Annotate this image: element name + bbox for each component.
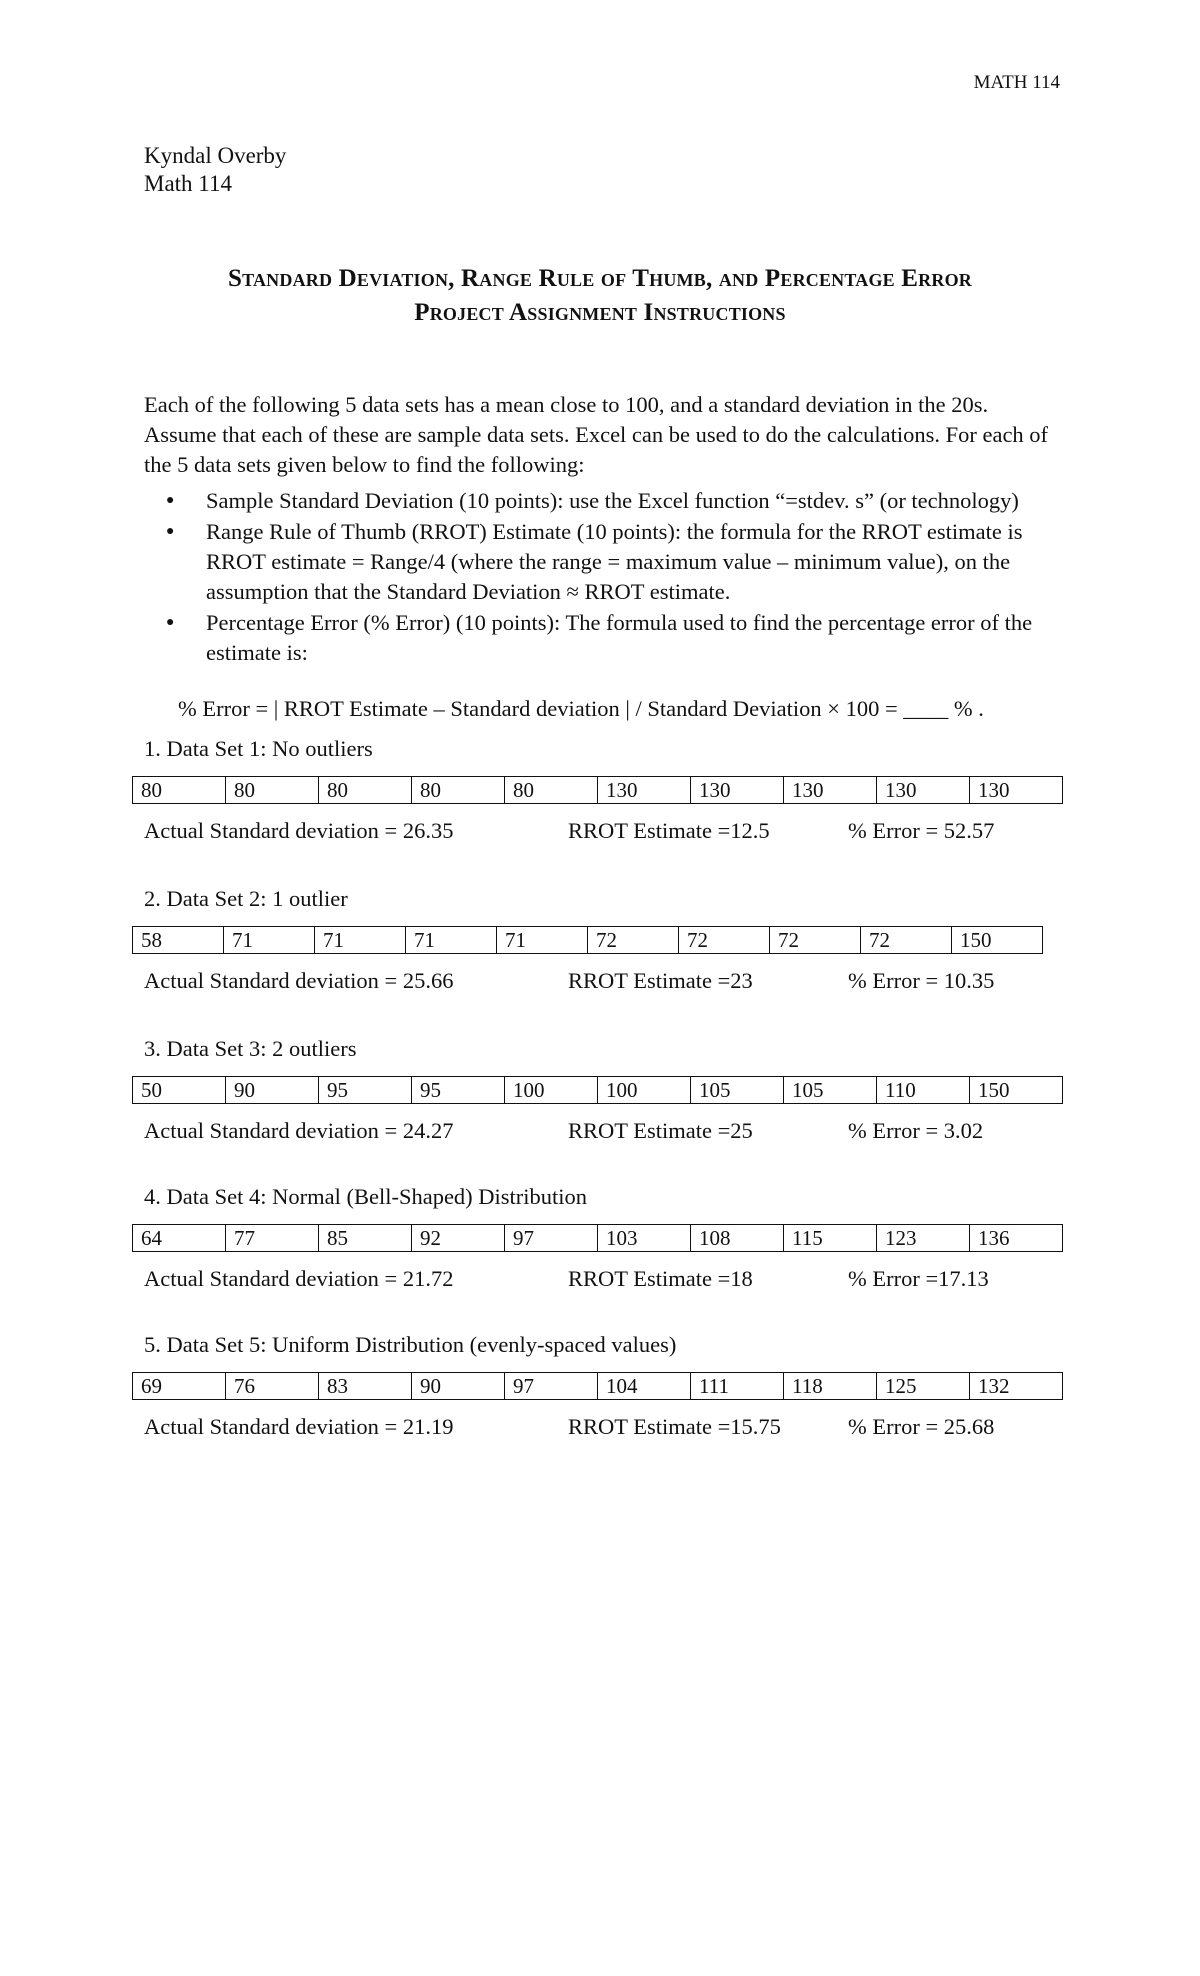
data-cell: 123	[877, 1225, 970, 1252]
data-cell: 83	[319, 1373, 412, 1400]
percent-error-result: % Error = 3.02	[848, 1118, 984, 1143]
results-line	[144, 1264, 1084, 1294]
data-cell: 71	[406, 927, 497, 954]
percent-error-result: % Error =17.13	[848, 1266, 989, 1291]
data-cell: 97	[505, 1225, 598, 1252]
data-set-title: 1. Data Set 1: No outliers	[144, 736, 373, 761]
data-cell: 95	[319, 1077, 412, 1104]
data-cell: 80	[412, 777, 505, 804]
percent-error-formula: % Error = | RROT Estimate – Standard deviation | / Standard Deviation × 100 = ____ % .	[178, 696, 984, 721]
data-cell: 130	[970, 777, 1063, 804]
data-cell: 150	[952, 927, 1043, 954]
data-cell: 58	[133, 927, 224, 954]
standard-deviation-result: Actual Standard deviation = 25.66	[144, 968, 454, 993]
rrot-estimate-result: RROT Estimate =12.5	[568, 818, 770, 843]
bullet-icon: ●	[166, 615, 175, 630]
data-cell: 76	[226, 1373, 319, 1400]
data-cell: 100	[598, 1077, 691, 1104]
data-cell: 72	[679, 927, 770, 954]
standard-deviation-result: Actual Standard deviation = 24.27	[144, 1118, 454, 1143]
percent-error-result: % Error = 25.68	[848, 1414, 995, 1439]
data-cell: 150	[970, 1077, 1063, 1104]
data-cell: 71	[224, 927, 315, 954]
data-cell: 118	[784, 1373, 877, 1400]
data-table	[132, 1076, 1063, 1104]
data-cell: 110	[877, 1077, 970, 1104]
rrot-estimate-result: RROT Estimate =15.75	[568, 1414, 781, 1439]
data-cell: 108	[691, 1225, 784, 1252]
data-set-title: 4. Data Set 4: Normal (Bell-Shaped) Distribution	[144, 1184, 588, 1209]
data-set-title: 3. Data Set 3: 2 outliers	[144, 1036, 357, 1061]
list-item-text: Range Rule of Thumb (RROT) Estimate (10 points): the formula for the RROT estimate is RROT estimate = Range/4 (where the range = maximum value – minimum value), on the assumption that the Standard Deviation ≈ RROT estimate.	[206, 519, 1023, 604]
data-set-2	[141, 884, 1084, 996]
data-cell: 80	[133, 777, 226, 804]
data-cell: 125	[877, 1373, 970, 1400]
data-set-1	[141, 734, 1084, 846]
data-cell: 103	[598, 1225, 691, 1252]
bullet-icon: ●	[166, 493, 175, 508]
data-table	[132, 1372, 1063, 1400]
list-item-text: Sample Standard Deviation (10 points): use the Excel function “=stdev. s” (or technology)	[206, 488, 1019, 513]
data-cell: 92	[412, 1225, 505, 1252]
author-name: Kyndal Overby	[144, 143, 287, 168]
data-cell: 69	[133, 1373, 226, 1400]
data-cell: 132	[970, 1373, 1063, 1400]
title-line-1: Standard Deviation, Range Rule of Thumb, and Percentage Error	[228, 265, 972, 292]
data-set-3	[141, 1034, 1084, 1146]
instruction-list	[144, 486, 1064, 669]
percent-error-result: % Error = 52.57	[848, 818, 995, 843]
results-line	[144, 1116, 1084, 1146]
data-cell: 111	[691, 1373, 784, 1400]
document-title	[100, 262, 1100, 330]
data-cell: 80	[319, 777, 412, 804]
data-cell: 130	[598, 777, 691, 804]
list-item-text: Percentage Error (% Error) (10 points): The formula used to find the percentage error of the estimate is:	[206, 610, 1033, 665]
standard-deviation-result: Actual Standard deviation = 21.19	[144, 1414, 454, 1439]
data-cell: 85	[319, 1225, 412, 1252]
data-cell: 71	[315, 927, 406, 954]
data-cell: 97	[505, 1373, 598, 1400]
rrot-estimate-result: RROT Estimate =25	[568, 1118, 753, 1143]
data-table	[132, 926, 1043, 954]
list-item	[144, 608, 1064, 668]
data-cell: 64	[133, 1225, 226, 1252]
rrot-estimate-result: RROT Estimate =23	[568, 968, 753, 993]
standard-deviation-result: Actual Standard deviation = 21.72	[144, 1266, 454, 1291]
results-line	[144, 1412, 1084, 1442]
data-cell: 104	[598, 1373, 691, 1400]
data-cell: 95	[412, 1077, 505, 1104]
data-cell: 100	[505, 1077, 598, 1104]
data-cell: 50	[133, 1077, 226, 1104]
data-cell: 71	[497, 927, 588, 954]
data-set-5	[141, 1330, 1084, 1442]
data-cell: 130	[877, 777, 970, 804]
rrot-estimate-result: RROT Estimate =18	[568, 1266, 753, 1291]
data-cell: 130	[691, 777, 784, 804]
author-course: Math 114	[144, 171, 232, 196]
data-table	[132, 776, 1063, 804]
results-line	[144, 966, 1084, 996]
intro-paragraph: Each of the following 5 data sets has a mean close to 100, and a standard deviation in the 20s. Assume that each of these are sample data sets. Excel can be used to do the calculations. For each of the 5 data sets given below to find the following:	[144, 392, 1049, 477]
running-header: MATH 114	[973, 72, 1060, 93]
data-cell: 105	[691, 1077, 784, 1104]
data-cell: 115	[784, 1225, 877, 1252]
data-cell: 72	[588, 927, 679, 954]
data-set-4	[141, 1182, 1084, 1294]
data-set-title: 2. Data Set 2: 1 outlier	[144, 886, 348, 911]
data-cell: 72	[861, 927, 952, 954]
title-line-2: Project Assignment Instructions	[414, 299, 786, 326]
data-cell: 136	[970, 1225, 1063, 1252]
data-set-title: 5. Data Set 5: Uniform Distribution (evenly-spaced values)	[144, 1332, 677, 1357]
author-block	[144, 142, 286, 198]
data-cell: 90	[412, 1373, 505, 1400]
data-cell: 130	[784, 777, 877, 804]
list-item	[144, 517, 1064, 607]
bullet-icon: ●	[166, 524, 175, 539]
data-cell: 72	[770, 927, 861, 954]
data-cell: 77	[226, 1225, 319, 1252]
standard-deviation-result: Actual Standard deviation = 26.35	[144, 818, 454, 843]
data-cell: 80	[226, 777, 319, 804]
data-cell: 90	[226, 1077, 319, 1104]
list-item	[144, 486, 1064, 516]
percent-error-result: % Error = 10.35	[848, 968, 995, 993]
data-cell: 80	[505, 777, 598, 804]
data-cell: 105	[784, 1077, 877, 1104]
results-line	[144, 816, 1084, 846]
data-table	[132, 1224, 1063, 1252]
